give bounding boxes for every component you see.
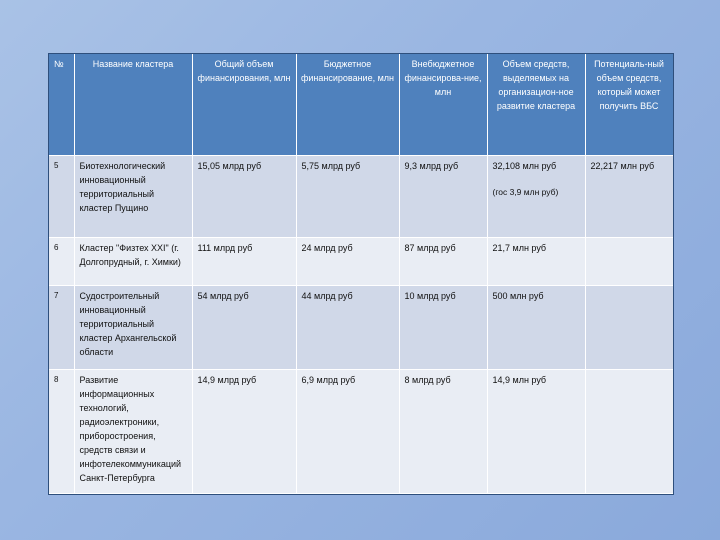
row-number: 5 [49,156,74,238]
org-development-funds [487,156,585,238]
clusters-financing-table [49,54,674,494]
header-potential-funds: Потенциаль-ный объем средств, который может получить ВБС [585,54,673,156]
total-financing: 14,9 млрд руб [192,370,296,494]
extra-budget-financing: 8 млрд руб [399,370,487,494]
extra-budget-financing: 9,3 млрд руб [399,156,487,238]
budget-financing: 24 млрд руб [296,238,399,286]
potential-funds [585,286,673,370]
total-financing: 111 млрд руб [192,238,296,286]
extra-budget-financing: 10 млрд руб [399,286,487,370]
org-development-funds: 500 млн руб [487,286,585,370]
clusters-table-container [48,53,674,495]
org-development-funds: 14,9 млн руб [487,370,585,494]
extra-budget-financing: 87 млрд руб [399,238,487,286]
header-org-development-funds: Объем средств, выделяемых на организацион-ное развитие кластера [487,54,585,156]
row-number: 8 [49,370,74,494]
row-number: 7 [49,286,74,370]
org-funds-note: (гос 3,9 млн руб) [492,186,559,197]
table-row [49,238,673,286]
header-budget-financing: Бюджетное финансирование, млн [296,54,399,156]
org-funds-value: 32,108 млн руб [492,161,557,171]
header-number: № [49,54,74,156]
header-extra-budget-financing: Внебюджетное финансирова-ние, млн [399,54,487,156]
potential-funds: 22,217 млн руб [585,156,673,238]
budget-financing: 5,75 млрд руб [296,156,399,238]
table-row [49,370,673,494]
table-row [49,286,673,370]
total-financing: 54 млрд руб [192,286,296,370]
potential-funds [585,238,673,286]
cluster-name: Кластер "Физтех XXI" (г. Долгопрудный, г. Химки) [74,238,192,286]
budget-financing: 44 млрд руб [296,286,399,370]
row-number: 6 [49,238,74,286]
header-total-financing: Общий объем финансирования, млн [192,54,296,156]
org-development-funds: 21,7 млн руб [487,238,585,286]
table-header-row [49,54,673,156]
budget-financing: 6,9 млрд руб [296,370,399,494]
potential-funds [585,370,673,494]
table-row [49,156,673,238]
header-cluster-name: Название кластера [74,54,192,156]
cluster-name: Развитие информационных технологий, радиоэлектроники, приборостроения, средств связи и инфотелекоммуникаций Санкт-Петербурга [74,370,192,494]
cluster-name: Биотехнологический инновационный территориальный кластер Пущино [74,156,192,238]
cluster-name: Судостроительный инновационный территориальный кластер Архангельской области [74,286,192,370]
total-financing: 15,05 млрд руб [192,156,296,238]
